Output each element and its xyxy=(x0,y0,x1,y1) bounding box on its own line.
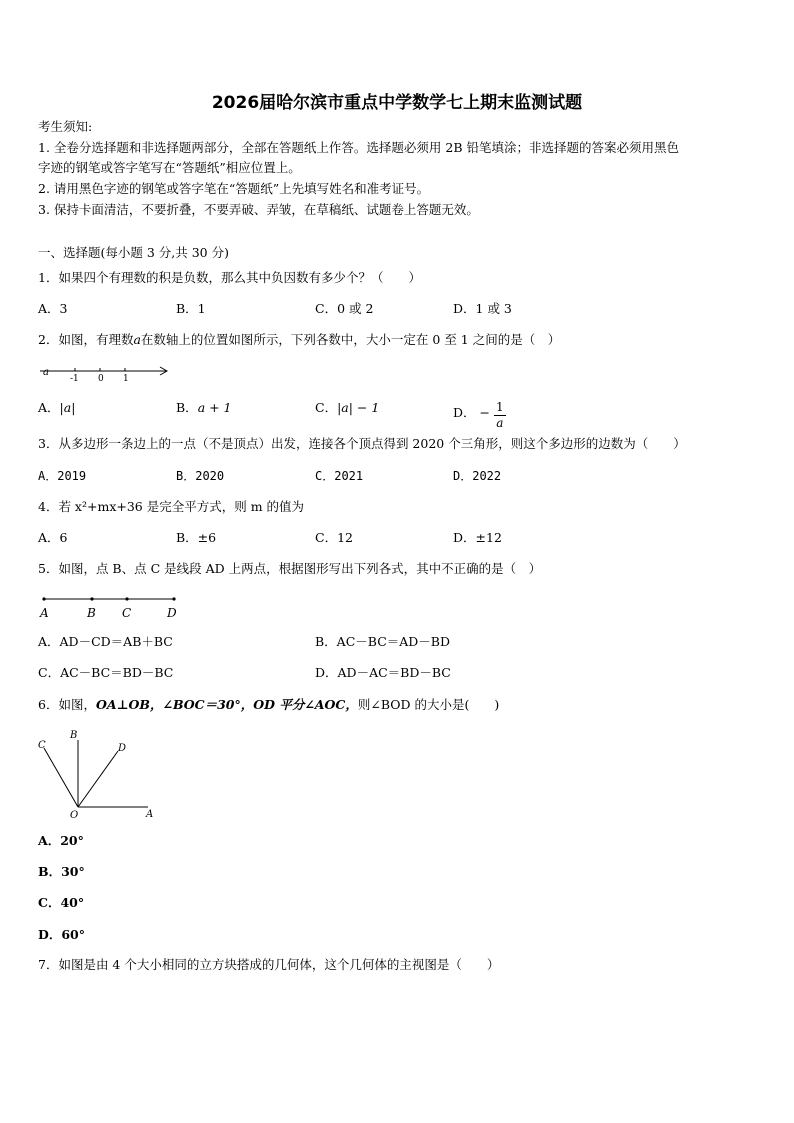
point-a-label: A xyxy=(146,809,154,820)
number-line-figure xyxy=(38,361,173,385)
q2-stem-end: 在数轴上的位置如图所示，下列各数中，大小一定在 0 至 1 之间的是（ ） xyxy=(140,332,561,347)
notice-line-3: 2. 请用黑色字迹的钢笔或答字笔在“答题纸”上先填写姓名和准考证号。 xyxy=(38,181,430,196)
axis-label-a: a xyxy=(43,367,49,378)
point-d-label: D xyxy=(118,743,127,754)
notice-line-4: 3. 保持卡面清洁，不要折叠，不要弄破、弄皱，在草稿纸、试题卷上答题无效。 xyxy=(38,202,479,217)
q2-option-b-label: B． xyxy=(176,400,198,415)
ray-od xyxy=(78,751,118,807)
question-5-stem: 5．如图，点 B、点 C 是线段 AD 上两点，根据图形写出下列各式，其中不正确的是（ ） xyxy=(38,561,542,576)
point-a-dot xyxy=(42,597,45,600)
axis-label-minus-one: -1 xyxy=(70,374,79,384)
point-b-dot xyxy=(90,597,93,600)
q1-option-b[interactable]: B．1 xyxy=(176,301,206,316)
q5-option-d[interactable]: D．AD－AC＝BD－BC xyxy=(315,665,451,680)
q6-stem-math: OA⊥OB，∠BOC＝30°，OD 平分∠AOC， xyxy=(95,697,358,712)
q5-option-c[interactable]: C．AC－BC＝BD－BC xyxy=(38,665,174,680)
q1-option-d[interactable]: D．1 或 3 xyxy=(453,301,512,316)
q6-option-d[interactable]: D．60° xyxy=(38,927,85,942)
q2-option-d-label: D． xyxy=(453,405,476,420)
q2-option-b[interactable] xyxy=(176,398,232,418)
point-d-label: D xyxy=(167,606,177,620)
q2-option-d-sign: − xyxy=(479,405,490,420)
question-1-stem: 1．如果四个有理数的积是负数，那么其中负因数有多少个？（ ） xyxy=(38,270,421,285)
q2-variable: a xyxy=(133,332,141,347)
section-heading: 一、选择题(每小题 3 分,共 30 分) xyxy=(38,245,229,260)
page-title: 2026届哈尔滨市重点中学数学七上期末监测试题 xyxy=(211,93,583,113)
q2-option-a-expr: |a| xyxy=(59,400,76,415)
question-2-stem xyxy=(38,330,560,350)
notice-line-2: 字迹的钢笔或答字笔写在“答题纸”相应位置上。 xyxy=(38,160,301,175)
axis-label-one: 1 xyxy=(123,374,129,384)
q6-stem-tail: 则∠BOD 的大小是( ) xyxy=(357,697,500,712)
question-6-stem xyxy=(38,695,499,715)
point-b-label: B xyxy=(87,606,96,620)
q6-option-b[interactable]: B．30° xyxy=(38,864,85,879)
q6-option-c[interactable]: C．40° xyxy=(38,895,85,910)
q4-option-a[interactable]: A．6 xyxy=(38,530,68,545)
point-c-dot xyxy=(125,597,128,600)
notice-line-1: 1. 全卷分选择题和非选择题两部分，全部在答题纸上作答。选择题必须用 2B 铅笔填涂；非选择题的答案必须用黑色 xyxy=(38,140,679,155)
q2-option-b-expr: a + 1 xyxy=(197,400,232,415)
notice-heading: 考生须知: xyxy=(38,119,93,134)
q3-option-d[interactable]: D．2022 xyxy=(453,469,502,483)
q4-option-d[interactable]: D．±12 xyxy=(453,530,502,545)
q2-option-a-label: A． xyxy=(38,400,60,415)
q5-option-b[interactable]: B．AC－BC＝AD－BD xyxy=(315,634,451,649)
q2-option-a[interactable] xyxy=(38,398,75,418)
segment-figure xyxy=(38,590,188,622)
q2-option-d-fraction xyxy=(494,400,506,431)
question-4-stem: 4．若 x²+mx+36 是完全平方式，则 m 的值为 xyxy=(38,499,305,514)
fraction-numerator: 1 xyxy=(495,400,504,414)
q3-option-a[interactable]: A．2019 xyxy=(38,469,87,483)
point-o-label: O xyxy=(70,810,79,820)
point-b-label: B xyxy=(70,730,78,741)
q2-option-d[interactable] xyxy=(453,398,506,429)
fraction-denominator: a xyxy=(496,416,504,430)
point-d-dot xyxy=(172,597,175,600)
q6-option-a[interactable]: A．20° xyxy=(38,833,84,848)
q2-option-c-expr: |a| − 1 xyxy=(337,400,380,415)
axis-label-zero: 0 xyxy=(98,374,104,384)
q1-option-c[interactable]: C．0 或 2 xyxy=(315,301,374,316)
q1-option-a[interactable]: A．3 xyxy=(38,301,68,316)
ray-oc xyxy=(44,748,78,807)
point-a-label: A xyxy=(40,606,49,620)
q2-stem-start: 2．如图，有理数 xyxy=(38,332,134,347)
q4-option-b[interactable]: B．±6 xyxy=(176,530,217,545)
question-3-stem: 3．从多边形一条边上的一点（不是顶点）出发，连接各个顶点得到 2020 个三角形，则这个多边形的边数为（ ） xyxy=(38,436,686,451)
q4-option-c[interactable]: C．12 xyxy=(315,530,353,545)
q3-option-b[interactable]: B．2020 xyxy=(176,469,225,483)
q5-option-a[interactable]: A．AD－CD＝AB＋BC xyxy=(38,634,173,649)
point-c-label: C xyxy=(38,740,46,751)
question-7-stem: 7．如图是由 4 个大小相同的立方块搭成的几何体，这个几何体的主视图是（ ） xyxy=(38,957,500,972)
q2-option-c[interactable] xyxy=(315,398,379,418)
angle-figure xyxy=(36,726,160,820)
q2-option-c-label: C． xyxy=(315,400,338,415)
q6-stem-label: 6．如图， xyxy=(38,697,96,712)
point-c-label: C xyxy=(122,606,132,620)
q3-option-c[interactable]: C．2021 xyxy=(315,469,364,483)
